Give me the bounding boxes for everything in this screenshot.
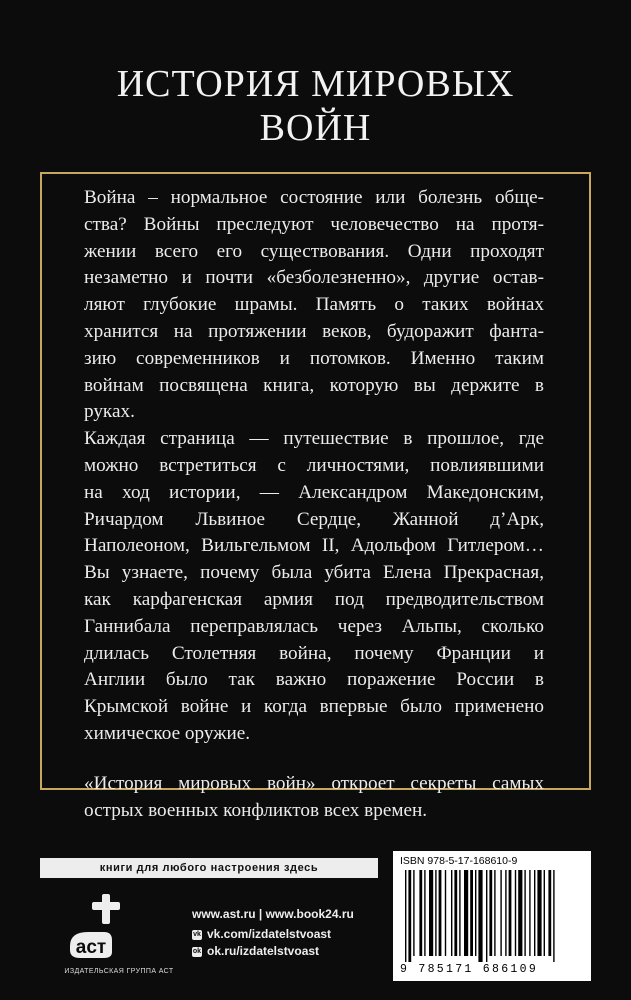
ok-link[interactable]: ok.ru/izdatelstvoast [207,944,320,958]
text-line: войнам посвящена книга, которую вы держите в [84,374,544,396]
title-line-1: ИСТОРИЯ МИРОВЫХ [116,63,515,105]
title-line-2: ВОЙН [259,107,372,149]
text-line: ляют глубокие шрамы. Память о таких войнах [84,294,544,316]
text-line: можно встретиться с личностями, повлиявшими [84,454,544,476]
text-line: Ганнибала переправлялась через Альпы, сколько [84,615,544,637]
vk-icon: vk [193,930,201,938]
barcode-bar [515,870,516,956]
barcode-bar [419,870,422,956]
text-line: «История мировых войн» откроет секреты самых [84,772,544,794]
isbn: ISBN 978-5-17-168610-9 [400,855,518,867]
barcode-bar [459,870,460,956]
vk-link[interactable]: vk.com/izdatelstvoast [207,927,332,941]
barcode [405,870,583,962]
barcode-bar [548,870,551,956]
barcode-bar [429,870,433,956]
barcode-bar [494,870,495,956]
barcode-bar [505,870,506,956]
text-line: Англии было так важно поражение России в [84,669,544,691]
text-line: ства? Войны преследуют человечество на протя- [84,213,544,235]
barcode-bar [439,870,442,956]
barcode-bar [500,870,501,956]
barcode-bar [454,870,457,956]
barcode-bar [486,870,487,962]
barcode-bar [534,870,535,956]
text-line: острых военных конфликтов всех времен. [84,799,428,821]
text-line: Наполеоном, Вильгельмом II, Адольфом Гитлером… [84,535,544,557]
barcode-bar [518,870,522,956]
text-line: Крымской войне и когда впервые было применено [84,696,544,718]
barcode-bar [445,870,446,956]
paragraph-1 [84,185,544,426]
barcode-bar [413,870,414,956]
text-line: Война – нормальное состояние или болезнь обще- [84,187,544,208]
barcode-bar [451,870,452,956]
barcode-bar [553,870,554,962]
barcode-bar [478,870,482,962]
contact-links [192,906,354,960]
barcode-bar [537,870,541,956]
barcode-bar [475,870,476,956]
text-line: химическое оружие. [84,722,251,744]
text-line: Вы узнаете, почему была убита Елена Прекрасная, [84,562,544,584]
text-line: зию современников и потомков. Именно таким [84,347,544,369]
text-line: на ход истории, — Александром Македонским, [84,481,544,503]
text-line: как карфагенская армия под предводительством [84,588,544,610]
book-title [0,62,631,150]
paragraph-2 [84,426,544,748]
publisher-name: ИЗДАТЕЛЬСКАЯ ГРУППА АСТ [64,968,174,975]
barcode-bar [524,870,525,956]
tagline-bar: книги для любого настроения здесь [40,858,378,878]
barcode-bar [509,870,512,956]
barcode-bar [489,870,492,956]
logo-text: аст [75,937,107,958]
ok-icon: ok [192,947,202,955]
ast-logo [60,892,130,962]
text-line: хранится на протяжении веков, будоражит фанта- [84,320,544,342]
barcode-bar [435,870,436,956]
barcode-bar [529,870,530,956]
text-line: длилась Столетняя война, почему Франции и [84,642,544,664]
text-line: руках. [84,401,135,423]
barcode-bar [408,870,411,962]
text-line: жении всего его существования. Одни проходят [84,240,544,262]
text-line: Ричардом Львиное Сердце, Жанной д’Арк, [84,508,544,530]
barcode-bar [544,870,545,956]
barcode-bar [464,870,468,956]
barcode-bar [405,870,406,962]
text-line: Каждая страница — путешествие в прошлое, где [84,428,544,450]
barcode-bar [424,870,425,956]
description [84,185,544,824]
text-line: незаметно и почти «безболезненно», другие остав- [84,267,544,289]
websites-link[interactable]: www.ast.ru | www.book24.ru [192,907,354,921]
paragraph-3 [84,771,544,825]
barcode-digits: 9 785171 686109 [400,963,539,976]
barcode-bar [470,870,473,956]
